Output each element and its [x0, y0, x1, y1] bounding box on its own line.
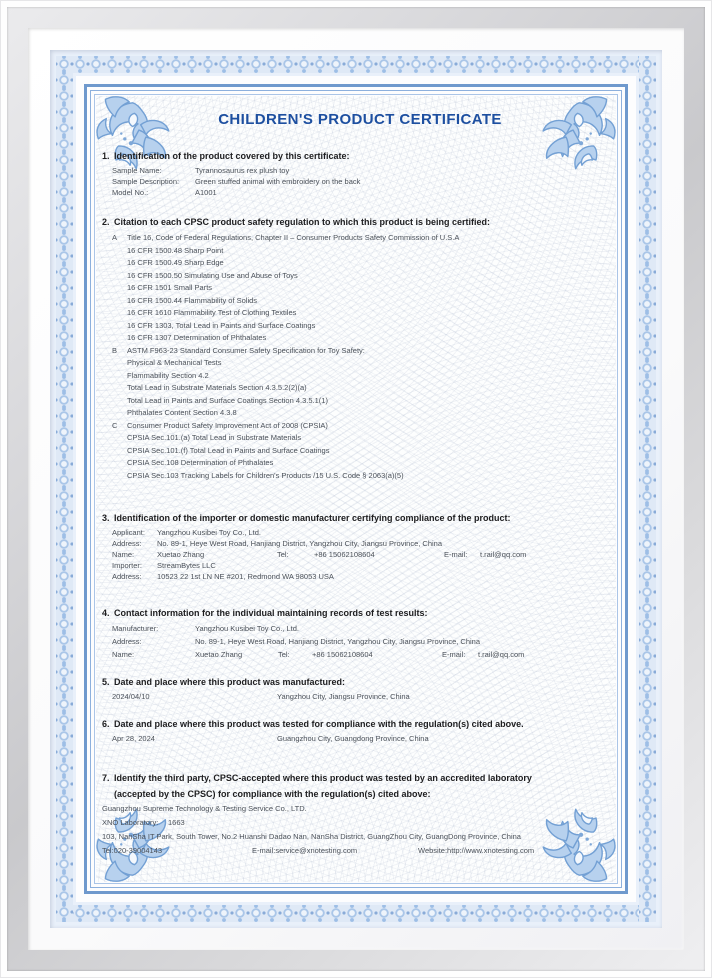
citation-item: 16 CFR 1500.44 Flammability of Solids — [127, 295, 258, 305]
field-label: Name: — [112, 550, 135, 559]
tel-label: Tel: — [278, 650, 290, 659]
section-heading-text: Contact information for the individual maintaining records of test results: — [114, 608, 428, 618]
citation-item: Phthalates Content Section 4.3.8 — [127, 408, 237, 417]
group-title-text: Consumer Product Safety Improvement Act of 2008 (CPSIA) — [127, 420, 328, 430]
section-heading — [102, 608, 618, 619]
section-heading — [102, 217, 618, 228]
lab-tel — [102, 844, 252, 858]
section-heading — [102, 677, 618, 688]
lab-number-label: XNO Laboratory: — [102, 818, 159, 827]
citation-group-title — [112, 232, 618, 245]
section-heading-text: Date and place where this product was tested for compliance with the regulation(s) cited above. — [114, 719, 524, 729]
group-title-text: Title 16, Code of Federal Regulations, Chapter II – Consumer Products Safety Commission of U.S.A — [127, 233, 460, 242]
field-row — [112, 176, 618, 187]
lab-website — [418, 844, 618, 858]
section-manufacture-date-place — [102, 677, 618, 702]
section-heading-text: Identification of the product covered by this certificate: — [114, 151, 350, 161]
field-row — [112, 538, 618, 549]
citation-group-title — [112, 345, 618, 358]
group-letter: A — [112, 233, 118, 242]
citation-item: 16 CFR 1303, Total Lead in Paints and Surface Coatings — [127, 320, 316, 330]
field-label: Manufacturer: — [112, 624, 159, 633]
picture-frame-band — [7, 7, 705, 971]
citation-item: CPSIA Sec.103 Tracking Labels for Children's Products /15 U.S. Code § 2063(a)(5) — [127, 470, 404, 480]
section-test-date-place — [102, 719, 618, 744]
section-heading-text: Citation to each CPSC product safety regulation to which this product is being certified: — [114, 217, 491, 227]
field-label: Sample Description: — [112, 177, 180, 186]
field-value: StreamBytes LLC — [157, 561, 216, 570]
field-label: Address: — [112, 539, 142, 548]
field-value: 10523 22 1st LN NE #201, Redmond WA 98053 USA — [157, 572, 334, 581]
field-label: Sample Name: — [112, 166, 162, 175]
lab-email — [252, 844, 418, 858]
section-heading — [102, 151, 618, 162]
date-place-row — [112, 733, 618, 744]
field-label: Model No.: — [112, 188, 149, 197]
group-letter: B — [112, 345, 118, 355]
email-label: E-mail: — [442, 650, 466, 659]
website-label: Website: — [418, 846, 448, 855]
date-value: 2024/04/10 — [112, 692, 150, 701]
email-value: t.rail@qq.com — [480, 550, 527, 559]
field-row — [112, 622, 618, 635]
section-product-identification — [102, 151, 618, 198]
email-label: E-mail: — [252, 846, 276, 855]
citation-item: CPSIA Sec.101.(a) Total Lead in Substrate Materials — [127, 433, 302, 442]
field-value: A1001 — [195, 188, 217, 197]
field-label: Name: — [112, 650, 135, 659]
field-row-contact — [112, 549, 618, 560]
lab-contact-row — [102, 844, 618, 858]
contact-name: Xuetao Zhang — [195, 650, 243, 659]
citation-item: 16 CFR 1500.48 Sharp Point — [127, 245, 224, 255]
tel-value: +86 15062108604 — [312, 650, 373, 659]
citation-item: Flammability Section 4.2 — [127, 370, 209, 380]
section-number: 3. — [102, 513, 110, 523]
field-label: Importer: — [112, 561, 143, 570]
field-label: Address: — [112, 572, 142, 581]
lace-border-bottom — [56, 905, 656, 922]
lab-address: 103, NanSha IT Park, South Tower, No.2 Huanshi Dadao Nan, NanSha District, GuangZhou City, GuangDong Province, China — [102, 832, 521, 841]
field-row — [112, 635, 618, 648]
citation-item: Physical & Mechanical Tests — [127, 358, 222, 367]
place-value: Yangzhou City, Jiangsu Province, China — [277, 692, 410, 701]
field-row — [112, 165, 618, 176]
field-label: Address: — [112, 637, 142, 646]
tel-value: +86 15062108604 — [314, 550, 375, 559]
email-label: E-mail: — [444, 550, 468, 559]
field-value: No. 89-1, Heye West Road, Hanjiang District, Yangzhou City, Jiangsu Province, China — [157, 539, 442, 548]
section-heading-text: Date and place where this product was manufactured: — [114, 677, 346, 687]
citation-item: 16 CFR 1307 Determination of Phthalates — [127, 333, 267, 342]
field-value: Yangzhou Kusibei Toy Co., Ltd. — [157, 528, 261, 537]
field-value: Tyrannosaurus rex plush toy — [195, 166, 290, 175]
lab-number-value: 1663 — [168, 818, 185, 827]
email-value: service@xnotesting.com — [275, 846, 358, 855]
field-row — [112, 527, 618, 538]
certificate-paper — [50, 50, 662, 928]
tel-value: 020-39004143 — [113, 846, 163, 855]
section-heading-text: Identification of the importer or domestic manufacturer certifying compliance of the product: — [114, 513, 511, 523]
citation-item: CPSIA Sec.108 Determination of Phthalates — [127, 458, 274, 467]
contact-name: Xuetao Zhang — [157, 550, 205, 559]
field-value: Green stuffed animal with embroidery on the back — [195, 177, 361, 186]
field-row-contact — [112, 648, 618, 661]
website-value: http://www.xnotesting.com — [447, 846, 535, 855]
section-number: 6. — [102, 719, 110, 729]
lace-border-right — [639, 56, 656, 922]
section-heading — [102, 513, 618, 524]
email-value: t.rail@qq.com — [478, 650, 525, 659]
section-number: 4. — [102, 608, 110, 618]
citation-item: 16 CFR 1500.50 Simulating Use and Abuse of Toys — [127, 270, 298, 280]
tel-label: Tel: — [102, 846, 114, 855]
lab-number-row — [102, 816, 618, 830]
certificate-content — [102, 104, 618, 880]
group-title-text: ASTM F963-23 Standard Consumer Safety Specification for Toy Safety: — [127, 345, 365, 355]
date-place-row — [112, 691, 618, 702]
lab-name: Guangzhou Supreme Technology & Testing Service Co., LTD. — [102, 804, 307, 813]
citation-group-title — [112, 420, 618, 433]
citation-item: Total Lead in Substrate Materials Section 4.3.5.2(2)(a) — [127, 383, 307, 392]
section-heading-text: Identify the third party, CPSC-accepted where this product was tested by an accredited laboratory — [114, 773, 532, 783]
field-value: Yangzhou Kusibei Toy Co., Ltd. — [195, 624, 299, 633]
field-value: No. 89-1, Heye West Road, Hanjiang District, Yangzhou City, Jiangsu Province, China — [195, 637, 480, 646]
field-row — [112, 560, 618, 571]
field-label: Applicant: — [112, 528, 145, 537]
citation-item: CPSIA Sec.101.(f) Total Lead in Paints and Surface Coatings — [127, 445, 330, 455]
certificate-title: CHILDREN'S PRODUCT CERTIFICATE — [218, 111, 502, 128]
section-heading — [102, 719, 618, 730]
citation-item: 16 CFR 1610 Flammability Test of Clothing Textiles — [127, 308, 297, 317]
section-number: 5. — [102, 677, 110, 687]
section-heading-line2: (accepted by the CPSC) for compliance with the regulation(s) cited above: — [114, 789, 431, 799]
section-third-party-lab — [102, 770, 618, 858]
citation-item: 16 CFR 1501 Small Parts — [127, 283, 213, 292]
section-number: 7. — [102, 773, 110, 783]
date-value: Apr 28, 2024 — [112, 734, 155, 743]
section-number: 2. — [102, 217, 110, 227]
section-importer-identification — [102, 513, 618, 582]
place-value: Guangzhou City, Guangdong Province, China — [277, 734, 429, 743]
citation-item: 16 CFR 1500.49 Sharp Edge — [127, 258, 224, 267]
section-records-contact — [102, 608, 618, 661]
lace-border-left — [56, 56, 73, 922]
field-row — [112, 571, 618, 582]
section-number: 1. — [102, 151, 110, 161]
group-letter: C — [112, 420, 118, 430]
citation-item: Total Lead in Paints and Surface Coatings Section 4.3.5.1(1) — [127, 395, 328, 405]
section-regulation-citations — [102, 217, 618, 482]
section-heading — [102, 770, 618, 786]
field-row — [112, 187, 618, 198]
lace-border-top — [56, 56, 656, 73]
tel-label: Tel: — [277, 550, 289, 559]
picture-frame-matte — [28, 28, 684, 950]
